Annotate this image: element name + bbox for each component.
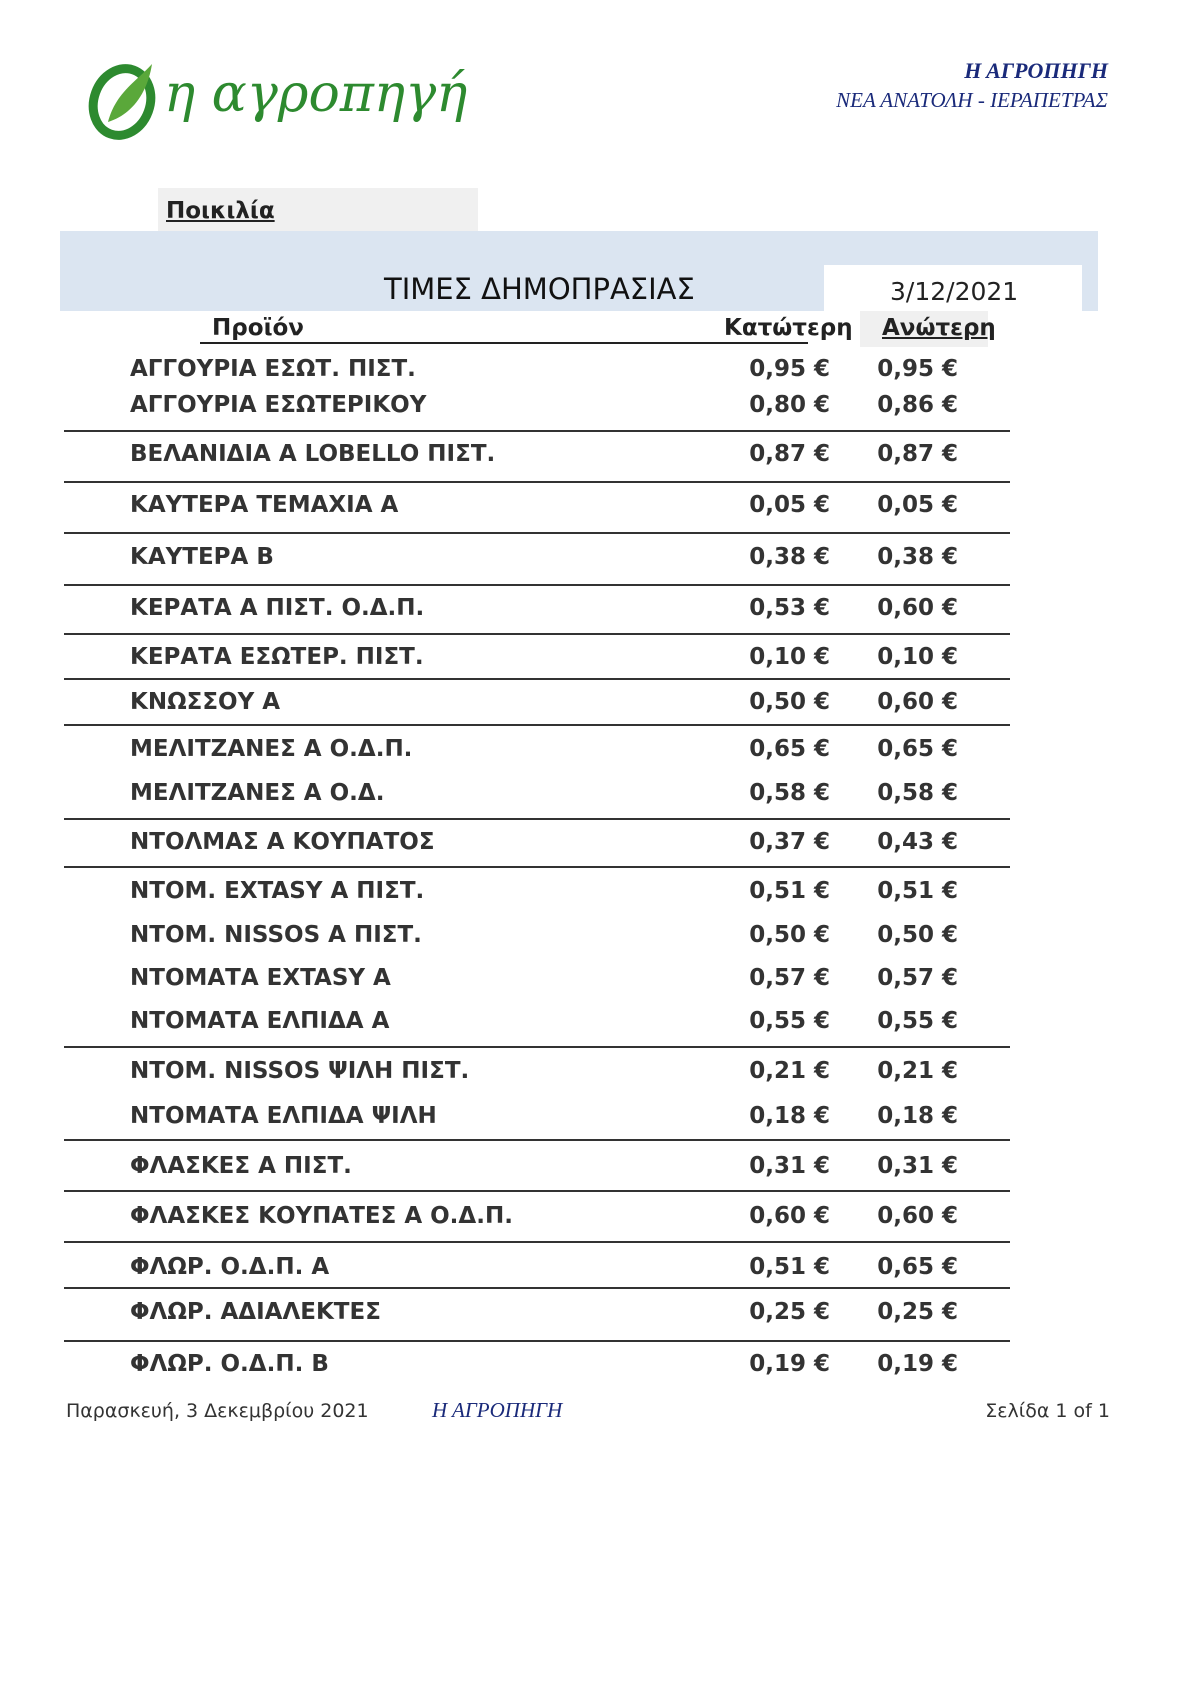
table-cell-high: 0,50 € [877,922,958,948]
footer-company: Η ΑΓΡΟΠΗΓΗ [432,1398,563,1422]
table-cell-name: ΚΕΡΑΤΑ Α ΠΙΣΤ. Ο.Δ.Π. [130,595,425,621]
table-cell-name: ΒΕΛΑΝΙΔΙΑ Α LOBELLO ΠΙΣΤ. [130,441,496,467]
table-cell-low: 0,53 € [749,595,830,621]
row-separator [64,818,1010,820]
table-cell-low: 0,19 € [749,1351,830,1377]
table-cell-name: ΝΤΟΛΜΑΣ Α ΚΟΥΠΑΤΟΣ [130,829,435,855]
column-header-product: Προϊόν [212,315,304,341]
table-cell-low: 0,51 € [749,878,830,904]
table-cell-high: 0,43 € [877,829,958,855]
table-cell-low: 0,05 € [749,492,830,518]
footer-page-number: Σελίδα 1 of 1 [985,1400,1110,1422]
table-cell-name: ΦΛΩΡ. ΑΔΙΑΛΕΚΤΕΣ [130,1299,381,1325]
table-cell-low: 0,18 € [749,1103,830,1129]
table-cell-high: 0,25 € [877,1299,958,1325]
row-separator [64,584,1010,586]
row-separator [64,1241,1010,1243]
row-separator [64,1287,1010,1289]
table-cell-high: 0,05 € [877,492,958,518]
table-cell-name: ΑΓΓΟΥΡΙΑ ΕΣΩΤΕΡΙΚΟΥ [130,392,427,418]
table-cell-name: ΚΑΥΤΕΡΑ ΤΕΜΑΧΙΑ Α [130,492,399,518]
table-cell-high: 0,60 € [877,1203,958,1229]
table-cell-low: 0,80 € [749,392,830,418]
company-address: ΝΕΑ ΑΝΑΤΟΛΗ - ΙΕΡΑΠΕΤΡΑΣ [836,88,1108,112]
company-name: Η ΑΓΡΟΠΗΓΗ [964,58,1108,83]
table-cell-name: ΚΝΩΣΣΟΥ Α [130,689,281,715]
table-cell-high: 0,95 € [877,356,958,382]
table-cell-high: 0,21 € [877,1058,958,1084]
report-date: 3/12/2021 [890,277,1019,306]
row-separator [64,1046,1010,1048]
table-cell-low: 0,50 € [749,922,830,948]
row-separator [64,430,1010,432]
table-cell-low: 0,65 € [749,736,830,762]
table-cell-high: 0,58 € [877,780,958,806]
table-cell-high: 0,60 € [877,689,958,715]
table-cell-name: ΦΛΩΡ. Ο.Δ.Π. Α [130,1254,330,1280]
table-cell-high: 0,57 € [877,965,958,991]
header-underline [200,342,808,344]
row-separator [64,678,1010,680]
table-cell-high: 0,55 € [877,1008,958,1034]
row-separator [64,724,1010,726]
table-cell-low: 0,10 € [749,644,830,670]
table-cell-name: ΚΕΡΑΤΑ ΕΣΩΤΕΡ. ΠΙΣΤ. [130,644,424,670]
row-separator [64,1190,1010,1192]
table-cell-name: ΝΤΟΜ. NISSOS ΨΙΛΗ ΠΙΣΤ. [130,1058,470,1084]
table-cell-low: 0,57 € [749,965,830,991]
table-cell-high: 0,51 € [877,878,958,904]
table-cell-name: ΦΛΑΣΚΕΣ ΚΟΥΠΑΤΕΣ Α Ο.Δ.Π. [130,1203,513,1229]
table-cell-high: 0,65 € [877,736,958,762]
column-header-low: Κατώτερη [724,315,853,341]
table-cell-low: 0,50 € [749,689,830,715]
table-cell-name: ΝΤΟΜΑΤΑ ΕΛΠΙΔΑ ΨΙΛΗ [130,1103,437,1129]
table-cell-high: 0,87 € [877,441,958,467]
table-cell-low: 0,55 € [749,1008,830,1034]
table-cell-low: 0,51 € [749,1254,830,1280]
logo-text: η αγροπηγή [164,64,468,124]
table-cell-high: 0,60 € [877,595,958,621]
table-cell-name: ΝΤΟΜ. EXTASY Α ΠΙΣΤ. [130,878,425,904]
table-cell-low: 0,38 € [749,544,830,570]
row-separator [64,532,1010,534]
table-cell-low: 0,95 € [749,356,830,382]
table-cell-low: 0,21 € [749,1058,830,1084]
table-cell-low: 0,87 € [749,441,830,467]
row-separator [64,1139,1010,1141]
table-cell-high: 0,65 € [877,1254,958,1280]
row-separator [64,866,1010,868]
table-cell-name: ΜΕΛΙΤΖΑΝΕΣ Α Ο.Δ.Π. [130,736,413,762]
table-cell-low: 0,58 € [749,780,830,806]
table-cell-high: 0,38 € [877,544,958,570]
table-cell-name: ΑΓΓΟΥΡΙΑ ΕΣΩΤ. ΠΙΣΤ. [130,356,416,382]
table-cell-name: ΝΤΟΜΑΤΑ ΕΛΠΙΔΑ Α [130,1008,390,1034]
column-header-high: Ανώτερη [882,315,996,341]
report-title: ΤΙΜΕΣ ΔΗΜΟΠΡΑΣΙΑΣ [384,272,695,306]
table-cell-name: ΝΤΟΜΑΤΑ EXTASY Α [130,965,391,991]
table-cell-low: 0,37 € [749,829,830,855]
table-cell-low: 0,25 € [749,1299,830,1325]
leaf-logo-icon [86,52,166,142]
row-separator [64,633,1010,635]
table-cell-high: 0,19 € [877,1351,958,1377]
row-separator [64,1340,1010,1342]
table-cell-name: ΜΕΛΙΤΖΑΝΕΣ Α Ο.Δ. [130,780,385,806]
table-cell-name: ΚΑΥΤΕΡΑ Β [130,544,274,570]
footer-date: Παρασκευή, 3 Δεκεμβρίου 2021 [66,1400,369,1422]
table-cell-high: 0,31 € [877,1153,958,1179]
table-cell-name: ΦΛΑΣΚΕΣ Α ΠΙΣΤ. [130,1153,352,1179]
table-cell-name: ΦΛΩΡ. Ο.Δ.Π. Β [130,1351,329,1377]
table-cell-low: 0,31 € [749,1153,830,1179]
row-separator [64,481,1010,483]
table-cell-name: ΝΤΟΜ. NISSOS Α ΠΙΣΤ. [130,922,422,948]
table-cell-high: 0,10 € [877,644,958,670]
table-cell-high: 0,86 € [877,392,958,418]
table-cell-high: 0,18 € [877,1103,958,1129]
table-cell-low: 0,60 € [749,1203,830,1229]
company-logo [86,52,468,152]
variety-label: Ποικιλία [166,198,275,224]
